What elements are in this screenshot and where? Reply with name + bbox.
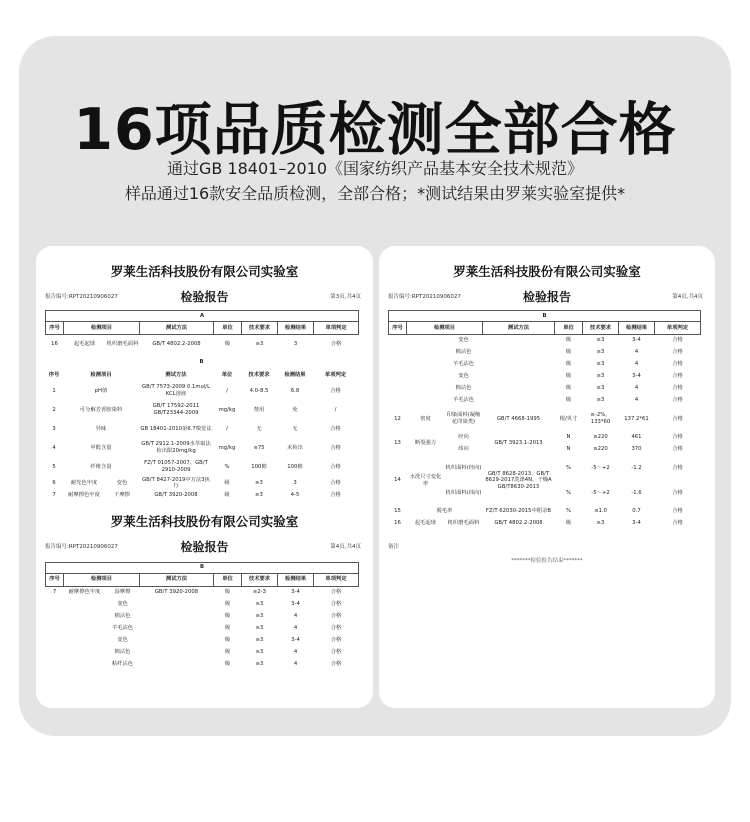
row-result: 370: [631, 446, 642, 453]
row-unit: mg/kg: [218, 444, 236, 451]
report-number: 报告编号:RPT20210906027: [388, 294, 461, 300]
row-judgement: 合格: [672, 489, 683, 496]
col-header-unit: 单位: [214, 322, 242, 335]
row-item: 甲醛含量: [90, 444, 112, 451]
row-result: 无: [292, 425, 298, 432]
col-header-result: 检测结果: [278, 322, 314, 335]
row-result: 4-5: [290, 492, 300, 499]
section-label: B: [46, 562, 359, 573]
table-c-body: [46, 562, 359, 670]
table-row: [389, 456, 701, 481]
col-header-item: 检测项目: [64, 322, 140, 335]
row-judgement: 合格: [330, 425, 341, 432]
row-unit: 级: [565, 349, 572, 356]
row-judgement: 合格: [330, 600, 342, 607]
row-requirement: ≤75: [253, 444, 265, 451]
row-item: 纤维含量: [90, 463, 112, 470]
row-result: 4: [293, 624, 298, 631]
row-method: FZ/T 01057-2007、GB/T 2910-2009: [144, 460, 208, 473]
col-header-requirement: 技术要求: [242, 322, 278, 335]
row-item: 起毛起球: [73, 340, 96, 347]
row-unit: 级: [565, 397, 572, 404]
row-number: 14: [394, 477, 401, 484]
row-number: 6: [52, 479, 56, 486]
row-subitem: 机织磨毛面料: [106, 340, 139, 347]
row-requirement: 100棉: [251, 463, 267, 470]
col-header-no: 序号: [46, 573, 64, 586]
table-row: [389, 335, 701, 347]
report-title: 检验报告: [522, 290, 571, 304]
row-method: [140, 598, 214, 634]
row-requirement: 禁用: [253, 406, 265, 413]
report-number: 报告编号:RPT20210906027: [45, 543, 118, 550]
row-judgement: 合格: [330, 648, 342, 655]
col-header-result: 检测结果: [619, 322, 655, 335]
col-header-item: 检测项目: [407, 322, 483, 335]
row-number: 3: [52, 425, 56, 432]
row-subitem: 变色: [117, 636, 128, 643]
row-result: 4: [634, 385, 639, 392]
row-item: 耐摩擦色牢度: [68, 492, 100, 499]
row-unit: %: [565, 508, 572, 515]
table-a-body: [46, 311, 359, 354]
row-requirement: ≥3: [255, 660, 264, 667]
row-judgement: 合格: [672, 446, 683, 453]
col-header-item: 检测项目: [90, 371, 112, 378]
row-method: GB/T 4802.2-2008: [152, 340, 201, 347]
lab-name-2: 罗莱生活科技股份有限公司实验室: [110, 513, 299, 529]
row-method: [140, 634, 214, 670]
row-number: [46, 598, 64, 634]
col-header-result: 检测结果: [284, 371, 306, 378]
section-label: B: [389, 311, 701, 322]
row-subitem: 干摩擦: [114, 492, 130, 499]
row-subitem: 变色: [458, 373, 469, 380]
row-requirement: 4.0-8.5: [249, 387, 269, 394]
row-judgement: 合格: [672, 361, 683, 368]
col-header-no: 序号: [46, 322, 64, 335]
row-requirement: 无: [256, 425, 262, 432]
row-judgement: /: [334, 406, 337, 413]
table-row: [45, 439, 358, 458]
row-judgement: 合格: [672, 397, 683, 404]
row-judgement: 合格: [672, 385, 683, 392]
row-number: [46, 634, 64, 670]
row-unit: 级: [565, 385, 572, 392]
page-number: 第4页,共4页: [330, 543, 361, 550]
row-requirement: ≥2-3: [252, 589, 267, 596]
row-subitem: 机织面料(经向): [445, 464, 482, 471]
row-number: 16: [51, 340, 58, 347]
row-item: 断裂强力: [414, 440, 437, 447]
row-unit: N: [566, 446, 571, 453]
row-judgement: 合格: [672, 520, 683, 527]
row-item: 密度: [420, 415, 431, 422]
report-card-right: [379, 246, 715, 708]
report-header: [36, 288, 373, 304]
row-number: 1: [52, 387, 56, 394]
row-unit: 级: [224, 589, 231, 596]
row-result: -1.6: [631, 489, 642, 496]
table-row: [46, 634, 359, 646]
row-requirement: -5～+2: [591, 464, 610, 471]
section-label: B: [199, 358, 204, 365]
row-method: GB/T 2912.1-2009水萃取法 检出限20mg/kg: [141, 441, 211, 454]
table-row: [46, 335, 359, 354]
row-subitem: 湿摩擦: [114, 589, 131, 596]
row-method: GB/T 17592-2011 GB/T23344-2009: [152, 403, 200, 416]
row-result: 4: [634, 397, 639, 404]
row-requirement: ≥3: [255, 492, 263, 499]
row-item: 异味: [95, 425, 107, 432]
report-number: 报告编号:RPT20210906027: [45, 294, 118, 300]
col-header-judgement: 单项判定: [324, 371, 347, 378]
report-card-left: [36, 246, 373, 708]
lab-name: 罗莱生活科技股份有限公司实验室: [453, 264, 641, 279]
lab-name: 罗莱生活科技股份有限公司实验室: [110, 264, 299, 279]
row-judgement: 合格: [330, 660, 342, 667]
row-requirement: ≥3: [255, 624, 264, 631]
col-header-requirement: 技术要求: [248, 371, 270, 378]
col-header-no: 序号: [48, 371, 60, 378]
row-unit: 级: [224, 479, 230, 486]
row-method: GB/T 3920-2008: [154, 492, 198, 499]
row-judgement: 合格: [330, 636, 342, 643]
row-subitem: 羊毛沾色: [452, 361, 475, 368]
row-item: 水洗尺寸变化率: [409, 473, 442, 487]
row-method: [483, 335, 555, 371]
row-judgement: 合格: [672, 373, 683, 380]
row-method: GB/T 3923.1-2013: [494, 440, 543, 447]
row-method: GB/T 4802.2-2008: [494, 520, 543, 527]
row-result: 3-4: [632, 337, 641, 344]
row-judgement: 合格: [330, 444, 341, 451]
report-table-b: [45, 356, 358, 502]
row-result: 3-4: [632, 520, 641, 527]
row-item: 耐光色牢度: [70, 479, 98, 486]
row-unit: 级: [224, 492, 230, 499]
row-result: 4: [634, 361, 639, 368]
row-subitem: 印染面料(凝缩花印染类): [446, 412, 481, 425]
row-subitem: 经向: [458, 434, 469, 441]
row-judgement: 合格: [672, 337, 683, 344]
row-number: 2: [52, 406, 56, 413]
report-table-a: [45, 310, 359, 354]
row-result: 3-4: [291, 589, 300, 596]
row-result: 4: [293, 660, 298, 667]
row-number: 4: [52, 444, 56, 451]
row-requirement: ≥3: [255, 340, 264, 347]
row-number: [389, 335, 407, 371]
row-subitem: 棉沾色: [455, 349, 472, 356]
col-header-requirement: 技术要求: [583, 322, 619, 335]
row-requirement: -5～+2: [591, 489, 610, 496]
row-result: 未检出: [287, 444, 303, 451]
col-header-judgement: 单项判定: [314, 322, 359, 335]
row-result: 3-4: [291, 636, 300, 643]
page-number: 第3页,共4页: [330, 294, 361, 300]
row-item: 可分解芳香胺染料: [79, 406, 123, 413]
row-unit: 根/英寸: [559, 415, 578, 422]
row-method: FZ/T 62030-2015中附录B: [485, 508, 552, 515]
row-requirement: ≥3: [255, 479, 263, 486]
table-row: [389, 506, 701, 518]
row-method: GB/T 3920-2008: [154, 589, 199, 596]
subtitle-result: 样品通过16款安全品质检测，全部合格；*测试结果由罗莱实验室提供*: [124, 184, 626, 203]
row-item: 起毛起球: [414, 520, 437, 527]
row-unit: 级: [565, 361, 572, 368]
row-judgement: 合格: [672, 349, 683, 356]
col-header-unit: 单位: [214, 573, 242, 586]
row-result: 3-4: [291, 600, 300, 607]
col-header-unit: 单位: [221, 371, 233, 378]
row-unit: 级: [224, 624, 231, 631]
table-row: [45, 490, 358, 502]
row-requirement: ≥220: [593, 434, 608, 441]
table-row: [46, 586, 359, 598]
col-header-method: 测试方法: [140, 322, 214, 335]
row-subitem: 棉沾色: [455, 385, 472, 392]
row-item: 脱毛率: [436, 508, 453, 515]
row-unit: 级: [224, 612, 231, 619]
row-item: [64, 634, 106, 670]
row-unit: 级: [565, 373, 572, 380]
report-end-line: *******检验报告结束*******: [511, 557, 583, 564]
row-requirement: ≥3: [596, 385, 605, 392]
row-unit: N: [566, 434, 571, 441]
row-judgement: 合格: [330, 612, 342, 619]
section-row: [45, 356, 358, 369]
row-requirement: ≥3: [596, 349, 605, 356]
row-number: 7: [52, 492, 56, 499]
row-result: -1.2: [631, 464, 642, 471]
page-title: 16项品质检测全部合格: [73, 97, 677, 163]
row-number: [389, 371, 407, 407]
row-subitem: 变色: [458, 337, 469, 344]
row-requirement: ≥3: [255, 636, 264, 643]
report-title: 检验报告: [180, 539, 229, 554]
row-number: 12: [394, 415, 401, 422]
table-row: [389, 432, 701, 444]
row-result: 6.8: [290, 387, 300, 394]
row-unit: %: [224, 463, 230, 470]
row-number: 13: [394, 440, 401, 447]
row-method: [483, 371, 555, 407]
row-result: 4: [293, 648, 298, 655]
row-item: pH值: [94, 387, 108, 394]
row-judgement: 合格: [330, 624, 342, 631]
col-header-method: 测试方法: [483, 322, 555, 335]
row-requirement: ≥220: [593, 446, 608, 453]
row-judgement: 合格: [330, 479, 341, 486]
section-label: A: [46, 311, 359, 322]
section-row: [46, 311, 359, 322]
row-result: 3: [293, 340, 298, 347]
row-judgement: 合格: [672, 434, 683, 441]
report-title: 检验报告: [180, 290, 229, 304]
row-requirement: ≥-2%，133*60: [590, 412, 611, 425]
row-item: [407, 335, 445, 371]
col-header-no: 序号: [389, 322, 407, 335]
row-judgement: 合格: [330, 463, 341, 470]
row-requirement: ≥3: [255, 600, 264, 607]
col-header-method: 测试方法: [140, 573, 214, 586]
row-method: GB/T 4668-1995: [496, 415, 541, 422]
table-row: [45, 401, 358, 420]
row-subitem: 纬向: [458, 446, 469, 453]
row-unit: /: [226, 425, 228, 432]
row-unit: /: [226, 387, 228, 394]
table-row: [389, 407, 701, 432]
row-method: GB/T 7573-2009 0.1mol/L KCL溶液: [141, 384, 211, 397]
row-subitem: 羊毛沾色: [452, 397, 475, 404]
page-number: 第4页,共4页: [672, 294, 703, 300]
col-header-result: 检测结果: [278, 573, 314, 586]
remark-label: 备注: [388, 543, 400, 550]
row-requirement: ≥3: [255, 612, 264, 619]
row-judgement: 合格: [672, 415, 683, 422]
row-requirement: ≥3: [596, 373, 605, 380]
row-unit: 级: [224, 340, 231, 347]
row-judgement: 合格: [330, 492, 341, 499]
row-subitem: 变色: [117, 600, 128, 607]
row-result: 4: [293, 612, 298, 619]
row-method: GB/T 8427-2019中方法3执行: [142, 476, 210, 490]
row-judgement: 合格: [330, 387, 341, 394]
row-judgement: 合格: [672, 508, 683, 515]
table-d-body: [389, 311, 701, 530]
report-header-2: [36, 538, 373, 554]
row-subitem: 机织面料(纬向): [445, 489, 482, 496]
row-unit: 级: [565, 520, 572, 527]
row-number: 15: [394, 508, 401, 515]
col-header-unit: 单位: [555, 322, 583, 335]
row-requirement: ≥3: [596, 337, 605, 344]
report-table-c: [45, 562, 359, 671]
row-requirement: ≥3: [596, 397, 605, 404]
section-row: [389, 311, 701, 322]
row-judgement: 合格: [330, 589, 342, 596]
row-result: 3-4: [632, 373, 641, 380]
row-unit: mg/kg: [218, 406, 236, 413]
row-unit: %: [565, 464, 572, 471]
col-header-requirement: 技术要求: [242, 573, 278, 586]
table-row: [45, 458, 358, 477]
row-result: 461: [631, 434, 642, 441]
col-header-judgement: 单项判定: [655, 322, 701, 335]
row-unit: %: [565, 489, 572, 496]
header-row: [389, 322, 701, 335]
col-header-judgement: 单项判定: [314, 573, 359, 586]
row-item: [407, 371, 445, 407]
table-row: [45, 382, 358, 401]
header-row: [46, 322, 359, 335]
table-row: [45, 477, 358, 490]
row-number: 7: [52, 589, 57, 596]
row-requirement: ≥3: [596, 361, 605, 368]
table-row: [389, 518, 701, 530]
row-item: [64, 598, 106, 634]
row-unit: 级: [224, 636, 231, 643]
row-judgement: 合格: [672, 464, 683, 471]
row-number: 16: [394, 520, 401, 527]
col-header-method: 测试方法: [165, 371, 187, 378]
row-result: 3: [293, 479, 297, 486]
row-result: 4: [634, 349, 639, 356]
row-result: 免: [292, 406, 298, 413]
row-requirement: ≤1.0: [594, 508, 607, 515]
table-row: [389, 371, 701, 383]
row-subitem: 变色: [116, 479, 128, 486]
row-unit: 级: [224, 648, 231, 655]
header-row: [46, 573, 359, 586]
row-subitem: 棉沾色: [114, 612, 131, 619]
report-table-d: [388, 310, 701, 530]
row-method: GB/T 8628-2013、GB/T 8629-2017洗涤4N，干燥A GB/T8630-2013: [485, 470, 552, 490]
table-row: [46, 598, 359, 610]
row-number: 5: [52, 463, 56, 470]
row-subitem: 机织磨毛面料: [447, 520, 480, 527]
header-row: [45, 369, 358, 382]
row-subitem: 羊毛沾色: [111, 624, 134, 631]
table-row: [45, 420, 358, 439]
row-item: 耐摩擦色牢度: [68, 589, 101, 596]
table-b-body: [45, 356, 358, 502]
report-header: [379, 288, 715, 304]
row-judgement: 合格: [330, 340, 342, 347]
row-requirement: ≥3: [255, 648, 264, 655]
row-method: GB 18401-2010第6.7嗅觉法: [140, 425, 212, 432]
row-requirement: ≥3: [596, 520, 605, 527]
col-header-item: 检测项目: [64, 573, 140, 586]
row-result: 0.7: [632, 508, 641, 515]
row-subitem: 棉沾色: [114, 648, 131, 655]
row-subitem: 粘纤沾色: [111, 660, 134, 667]
row-result: 137.2*61: [624, 415, 649, 422]
row-unit: 级: [565, 337, 572, 344]
row-unit: 级: [224, 600, 231, 607]
subtitle-standard: 通过GB 18401–2010《国家纺织产品基本安全技术规范》: [166, 159, 584, 178]
row-unit: 级: [224, 660, 231, 667]
section-row: [46, 562, 359, 573]
row-result: 100棉: [287, 463, 303, 470]
